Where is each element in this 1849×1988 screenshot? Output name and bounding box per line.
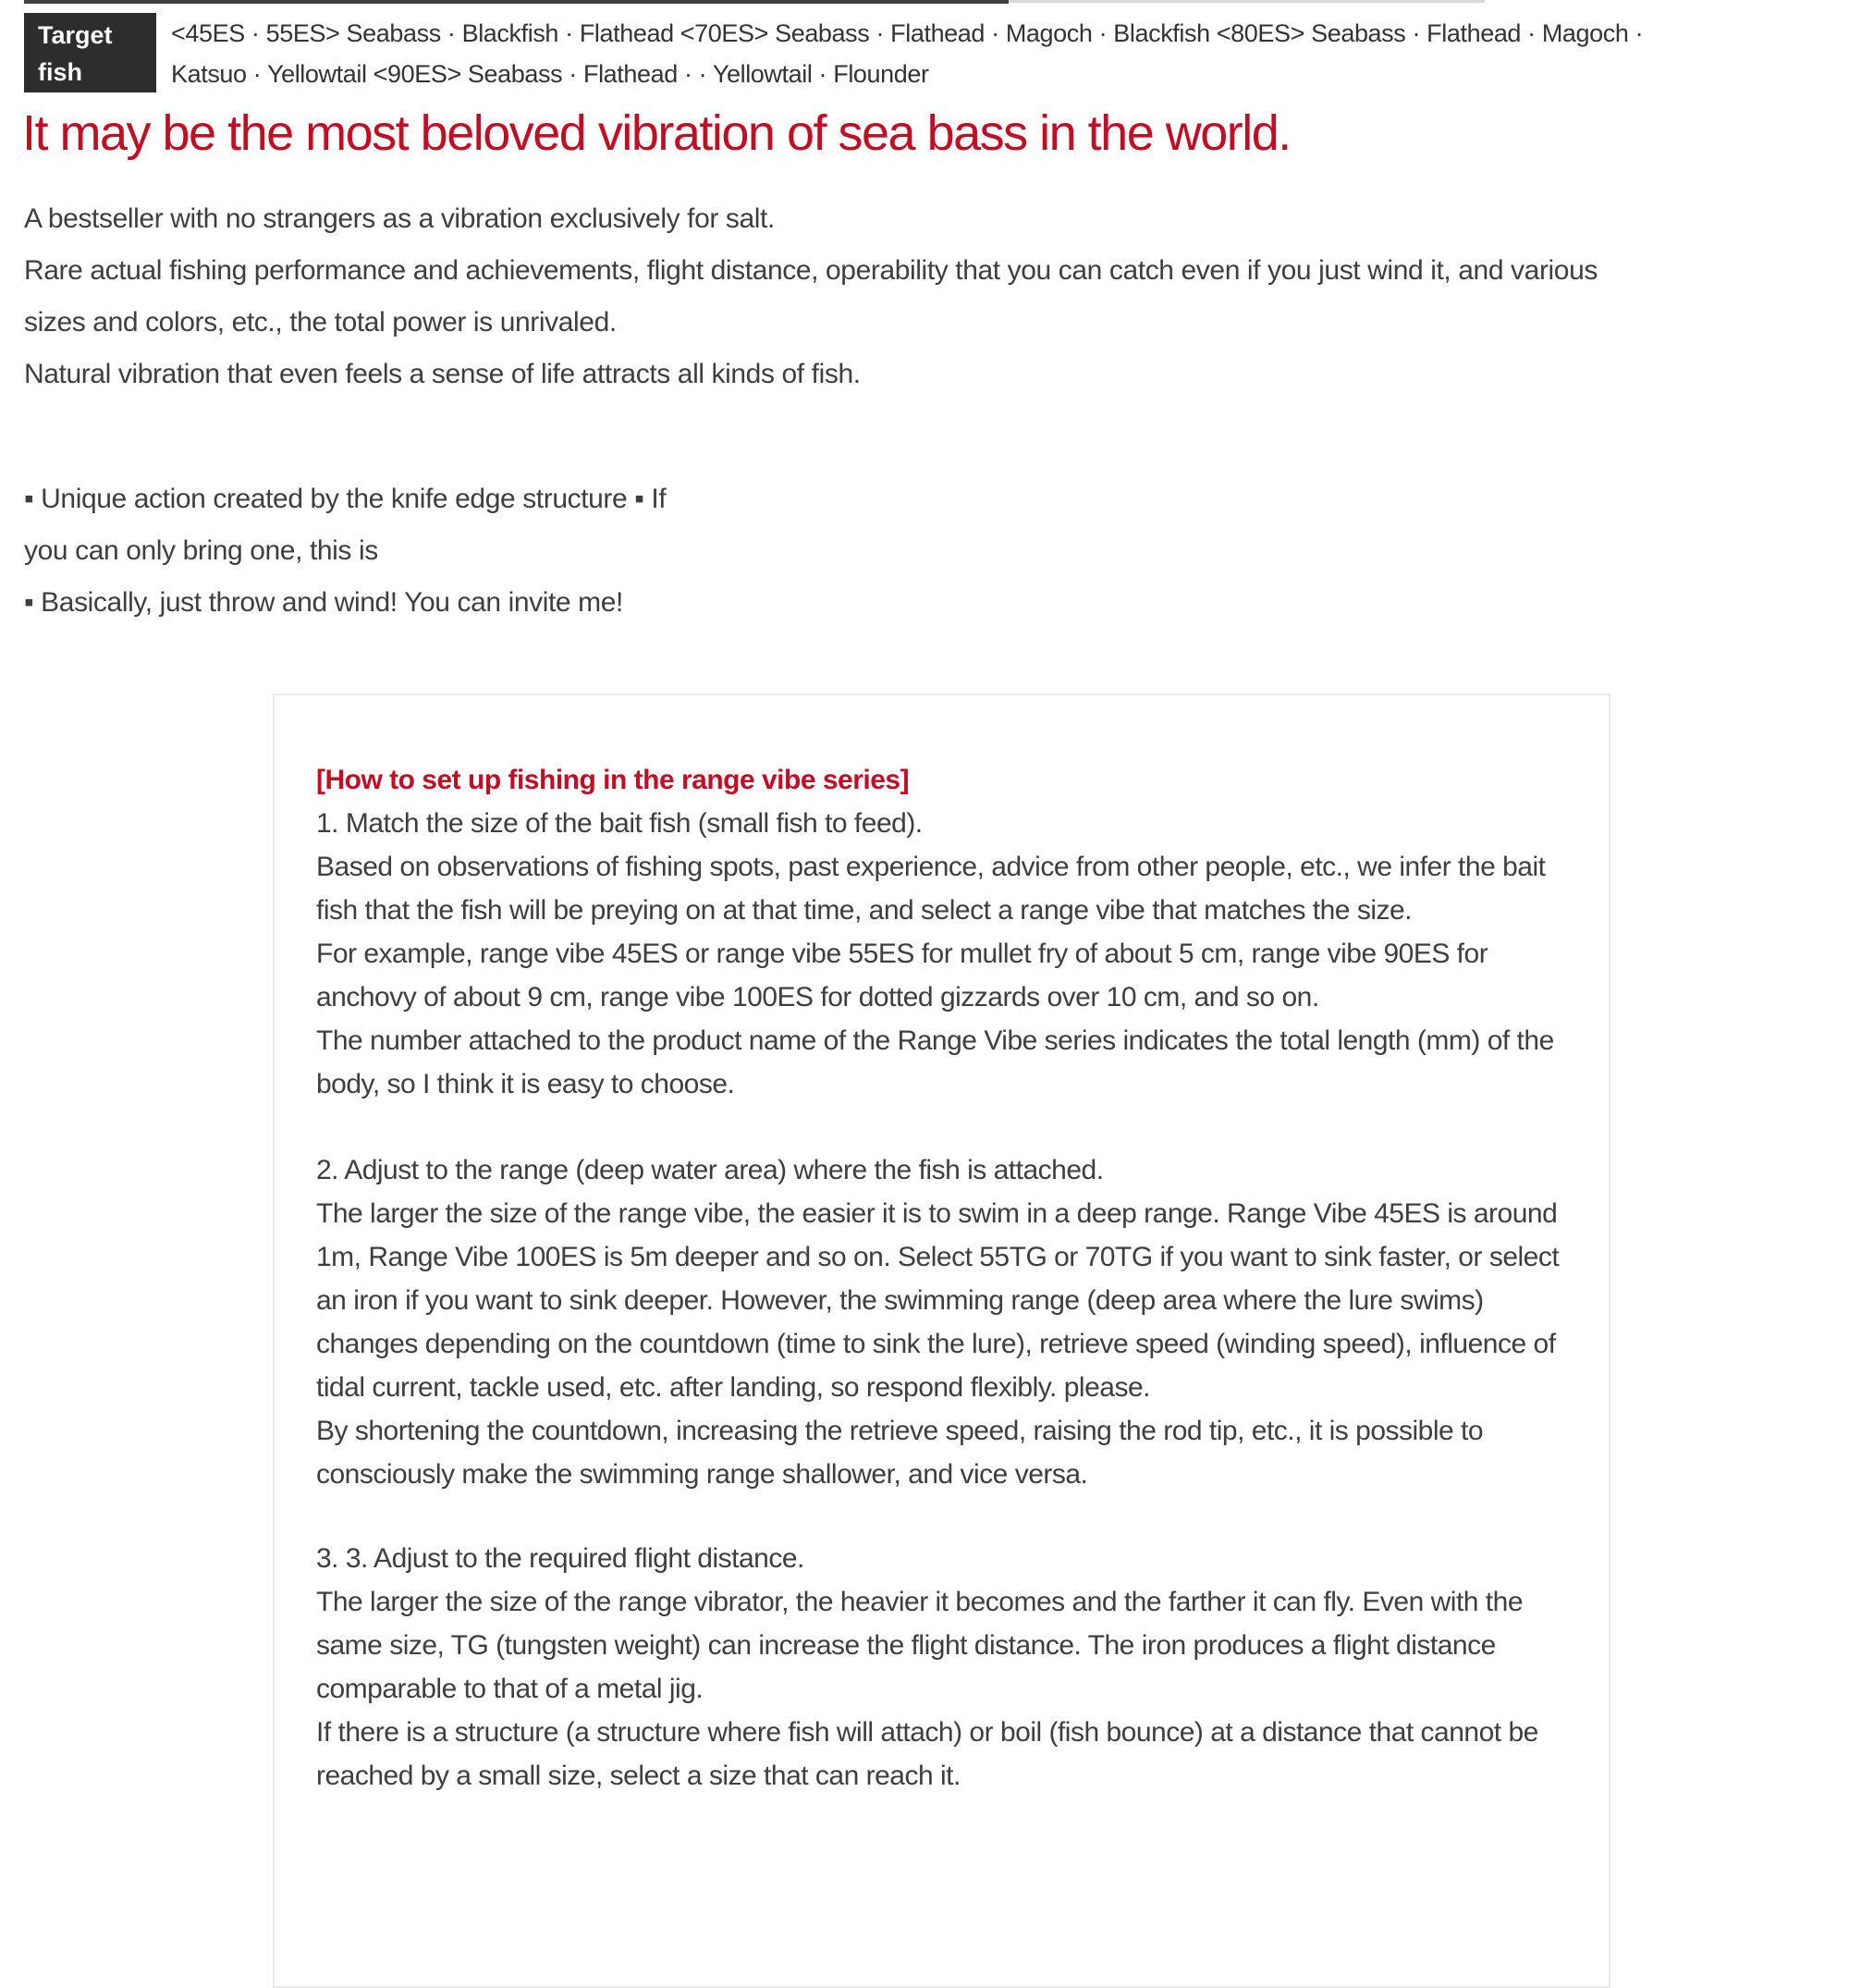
section3-line-2: The larger the size of the range vibrator, the heavier it becomes and the farther it can fly. Even with the xyxy=(316,1587,1524,1617)
target-fish-line-2: Katsuo · Yellowtail <90ES> Seabass · Flathead · · Yellowtail · Flounder xyxy=(171,60,929,88)
section2-line-4: an iron if you want to sink deeper. However, the swimming range (deep area where the lure swims) xyxy=(316,1285,1484,1316)
section3-line-5: If there is a structure (a structure where fish will attach) or boil (fish bounce) at a distance that cannot be xyxy=(316,1717,1538,1748)
intro-paragraph xyxy=(24,193,1598,400)
section1-line-1: 1. Match the size of the bait fish (small fish to feed). xyxy=(316,808,923,839)
feature-line-2: you can only bring one, this is xyxy=(24,535,378,566)
section2-line-2: The larger the size of the range vibe, the easier it is to swim in a deep range. Range Vibe 45ES is around xyxy=(316,1198,1558,1229)
target-fish-line-1: <45ES · 55ES> Seabass · Blackfish · Flathead <70ES> Seabass · Flathead · Magoch · Blackfish <80ES> Seabass · Flathead · Magoch · xyxy=(171,19,1644,47)
cut-off-row-border-light xyxy=(1009,0,1485,3)
section1-line-5: anchovy of about 9 cm, range vibe 100ES for dotted gizzards over 10 cm, and so on. xyxy=(316,982,1319,1012)
section1-line-4: For example, range vibe 45ES or range vibe 55ES for mullet fry of about 5 cm, range vibe 90ES for xyxy=(316,939,1488,969)
feature-line-1: ▪ Unique action created by the knife edge structure ▪ If xyxy=(24,484,667,514)
section2-line-6: tidal current, tackle used, etc. after landing, so respond flexibly. please. xyxy=(316,1372,1150,1403)
section3-line-1: 3. 3. Adjust to the required flight distance. xyxy=(316,1543,804,1574)
howto-section-2 xyxy=(316,1148,1581,1496)
intro-line-1: A bestseller with no strangers as a vibration exclusively for salt. xyxy=(24,203,775,234)
section3-line-4: comparable to that of a metal jig. xyxy=(316,1674,704,1704)
section2-line-3: 1m, Range Vibe 100ES is 5m deeper and so on. Select 55TG or 70TG if you want to sink faster, or select xyxy=(316,1242,1560,1272)
cut-off-row-border-dark xyxy=(24,0,1009,4)
feature-bullets xyxy=(24,473,666,629)
section1-line-2: Based on observations of fishing spots, past experience, advice from other people, etc., we infer the bait xyxy=(316,852,1546,882)
page-title: It may be the most beloved vibration of sea bass in the world. xyxy=(22,105,1291,161)
target-fish-label: Target fish xyxy=(24,13,156,92)
feature-line-3: ▪ Basically, just throw and wind! You can invite me! xyxy=(24,587,623,618)
intro-line-4: Natural vibration that even feels a sense of life attracts all kinds of fish. xyxy=(24,359,861,389)
intro-line-2: Rare actual fishing performance and achievements, flight distance, operability that you can catch even if you just wind it, and various xyxy=(24,255,1598,286)
section2-line-7: By shortening the countdown, increasing the retrieve speed, raising the rod tip, etc., it is possible to xyxy=(316,1416,1484,1446)
target-fish-row xyxy=(24,13,1643,94)
howto-box-title: [How to set up fishing in the range vibe series] xyxy=(316,765,910,795)
section1-line-3: fish that the fish will be preying on at that time, and select a range vibe that matches the size. xyxy=(316,895,1413,926)
section1-line-7: body, so I think it is easy to choose. xyxy=(316,1069,735,1099)
section2-line-8: consciously make the swimming range shallower, and vice versa. xyxy=(316,1459,1088,1490)
section3-line-3: same size, TG (tungsten weight) can increase the flight distance. The iron produces a flight distance xyxy=(316,1630,1496,1661)
target-fish-values xyxy=(171,13,1643,94)
howto-box xyxy=(273,693,1610,1988)
section1-line-6: The number attached to the product name of the Range Vibe series indicates the total length (mm) of the xyxy=(316,1025,1554,1056)
howto-section-3 xyxy=(316,1537,1581,1798)
section2-line-1: 2. Adjust to the range (deep water area) where the fish is attached. xyxy=(316,1155,1104,1185)
intro-line-3: sizes and colors, etc., the total power is unrivaled. xyxy=(24,307,617,337)
howto-section-1 xyxy=(316,802,1581,1106)
section2-line-5: changes depending on the countdown (time to sink the lure), retrieve speed (winding speed), influence of xyxy=(316,1329,1556,1359)
section3-line-6: reached by a small size, select a size that can reach it. xyxy=(316,1761,961,1791)
